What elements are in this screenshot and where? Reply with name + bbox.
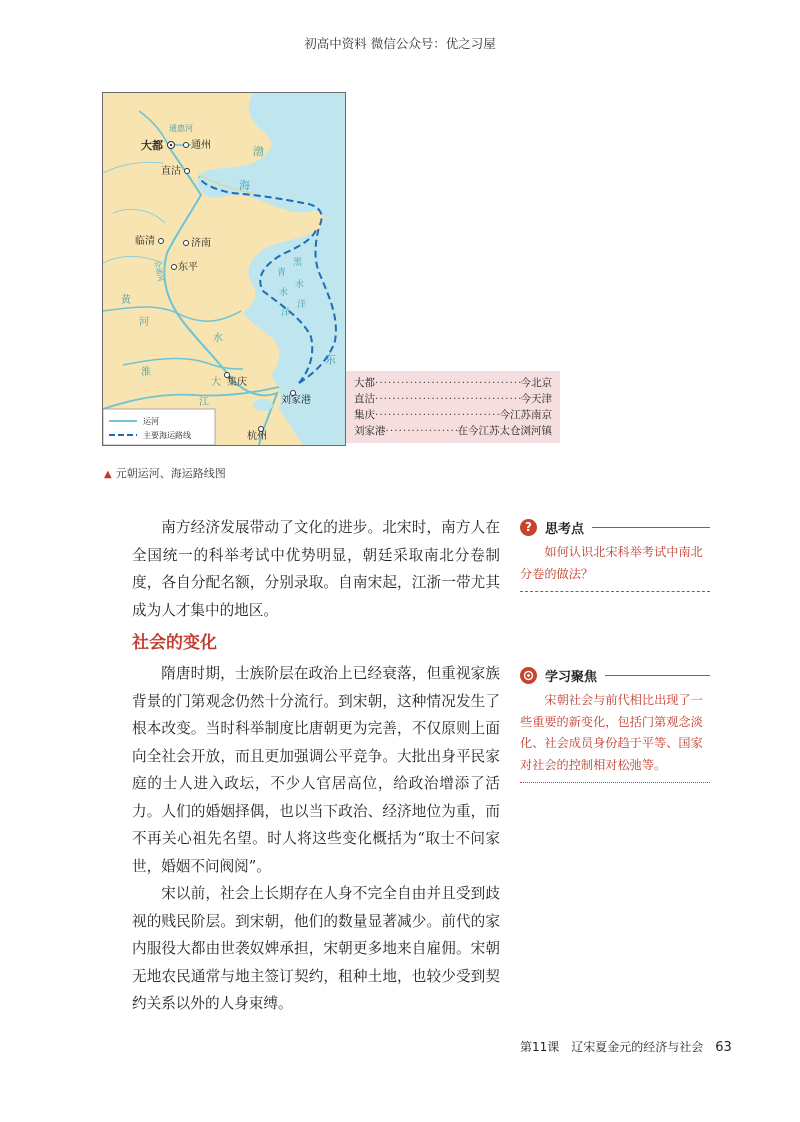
- gloss-row: 刘家港 ····· 在今江苏太仓浏河镇: [354, 423, 552, 439]
- lesson-title: 第11课 辽宋夏金元的经济与社会: [520, 1040, 704, 1054]
- map-label-hai: 海: [239, 179, 250, 192]
- question-icon: ?: [520, 519, 537, 536]
- focus-target-icon: [520, 667, 537, 684]
- section-title: 社会的变化: [132, 633, 217, 653]
- paragraph-1: 南方经济发展带动了文化的进步。北宋时，南方人在全国统一的科举考试中优势明显，朝廷采取南北分卷制度，各自分配名额，分别录取。自南宋起，江浙一带尤其成为人才集中的地区。: [132, 519, 500, 619]
- map-label-tonghui: 通惠河: [169, 124, 193, 133]
- map-label-qing: 青: [277, 268, 287, 278]
- map-label-yang1: 洋: [281, 308, 291, 318]
- map-label-bo: 渤: [253, 145, 264, 158]
- map-label-dadu: 大都: [141, 139, 163, 152]
- map-label-shui2: 水: [295, 280, 305, 290]
- map-label-jiqing: 集庆: [227, 377, 247, 388]
- map-label-jinan: 济南: [191, 238, 211, 249]
- map-label-huitong: 会通河: [153, 259, 165, 283]
- learning-focus-box: [520, 664, 710, 783]
- map-label-hei: 黑: [293, 258, 303, 268]
- map-label-jiang: 江: [199, 397, 209, 408]
- triangle-icon: ▲: [104, 469, 112, 480]
- paragraph-2: 隋唐时期，士族阶层在政治上已经衰落，但重视家族背景的门第观念仍然十分流行。到宋朝，这种情况发生了根本改变。当时科举制度比唐朝更为完善，不仅原则上面向全社会开放，而且更加强调公平竞争。大批出身平民家庭的士人进入政坛，不少人官居高位，给政治增添了活力。人们的婚姻择偶，也以当下政治、经济地位为重，而不再关心祖先名望。时人将这些变化概括为“取士不问家世，婚姻不问阀阅”。: [132, 665, 500, 875]
- think-point-box: [520, 516, 710, 592]
- map-label-liujiagang: 刘家港: [281, 395, 311, 406]
- map-label-hangzhou: 杭州: [247, 431, 267, 442]
- zhigu-marker: [185, 169, 190, 174]
- yuan-canal-sea-route-map: [102, 92, 346, 446]
- think-point-title: 思考点: [545, 521, 585, 537]
- paragraph-3: 宋以前，社会上长期存在人身不完全自由并且受到歧视的贱民阶层。到宋朝，他们的数量显著减少。前代的家内服役大都由世袭奴婢承担，宋朝更多地来自雇佣。宋朝无地农民通常与地主签订契约，租种土地，也较少受到契约关系以外的人身束缚。: [132, 885, 500, 1012]
- map-label-he: 河: [139, 317, 149, 328]
- page-header: 初高中资料 微信公众号：优之习屋: [304, 36, 496, 51]
- place-name-gloss: [346, 371, 560, 443]
- map-label-tongzhou: 通州: [191, 140, 211, 151]
- map-label-dong: 东: [325, 353, 336, 366]
- map-label-zhigu: 直沽: [161, 166, 181, 177]
- map-svg: [103, 93, 345, 445]
- map-label-shui3: 水: [213, 333, 223, 344]
- jinan-marker: [184, 241, 189, 246]
- map-label-dongping: 东平: [178, 262, 198, 273]
- learning-focus-title: 学习聚焦: [545, 669, 598, 685]
- map-label-shui1: 水: [279, 288, 289, 298]
- map-label-yang2: 洋: [297, 300, 307, 310]
- taihu-lake: [253, 399, 273, 411]
- map-label-huang: 黄: [121, 295, 131, 306]
- legend-canal-label: 运河: [143, 417, 159, 426]
- page-footer: [520, 1038, 732, 1055]
- dongping-marker: [172, 265, 177, 270]
- gloss-row: 大都 ····· 今北京: [354, 375, 552, 391]
- think-point-body: 如何认识北宋科举考试中南北分卷的做法？: [520, 545, 703, 581]
- tongzhou-marker: [184, 143, 189, 148]
- linqing-marker: [159, 239, 164, 244]
- page-number: 63: [715, 1040, 732, 1055]
- map-label-linqing: 临清: [135, 236, 155, 247]
- map-label-huai: 淮: [141, 367, 151, 378]
- map-caption: ▲ 元朝运河、海运路线图: [104, 467, 226, 480]
- map-label-da: 大: [211, 377, 221, 388]
- gloss-row: 直沽 ····· 今天津: [354, 391, 552, 407]
- learning-focus-body: 宋朝社会与前代相比出现了一些重要的新变化，包括门第观念淡化、社会成员身份趋于平等、国家对社会的控制相对松弛等。: [520, 693, 703, 772]
- legend-sea-route-label: 主要海运路线: [143, 431, 191, 440]
- gloss-row: 集庆 ····· 今江苏南京: [354, 407, 552, 423]
- paragraph-2-3: [132, 660, 500, 1018]
